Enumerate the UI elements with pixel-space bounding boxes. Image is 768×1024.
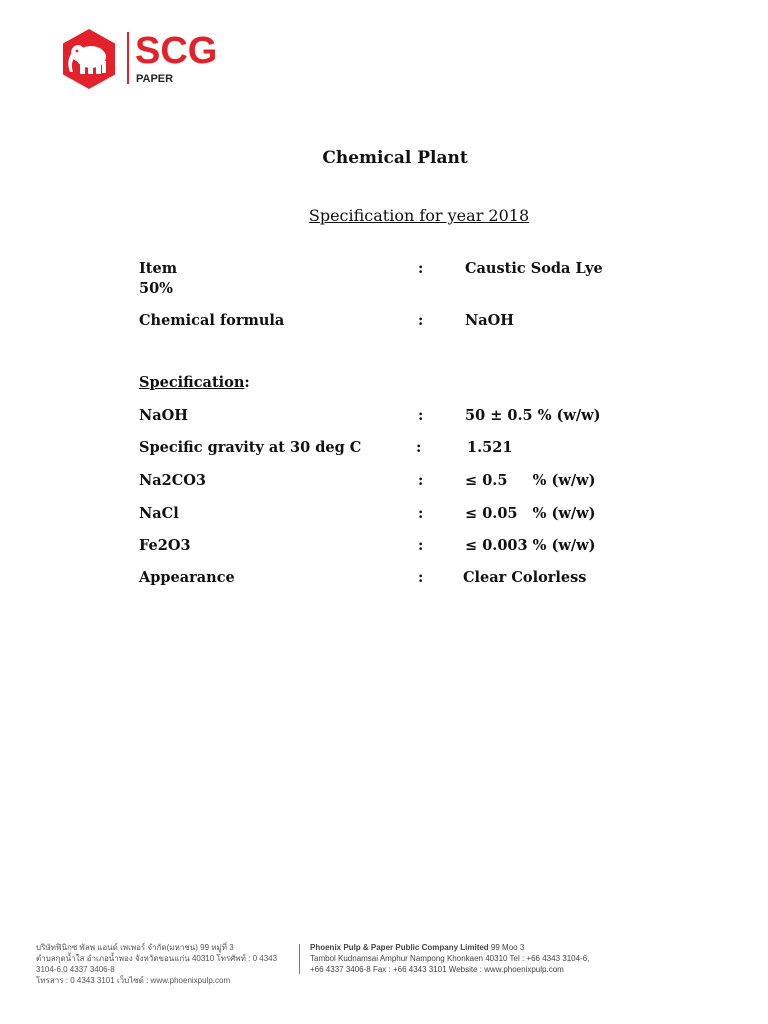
- spec-row: [139, 537, 639, 559]
- item-value-continuation: 50%: [139, 280, 173, 297]
- footer-thai-line: บริษัทฟินิกซ พัลพ แอนด์ เพเพอร์ จำกัด(มหาชน) 99 หมู่ที่ 3: [36, 943, 234, 952]
- formula-value: NaOH: [465, 312, 514, 329]
- spec-row: [139, 439, 639, 461]
- footer-divider: [299, 944, 300, 974]
- spec-row: [139, 505, 639, 527]
- specification-heading: Specification:: [139, 374, 250, 391]
- brand-name: SCG: [135, 30, 218, 72]
- footer-address-line: 99 Moo 3: [488, 943, 525, 952]
- formula-row: [139, 312, 639, 334]
- spec-label: NaOH: [139, 407, 188, 424]
- separator: :: [418, 312, 424, 329]
- spec-label: Specific gravity at 30 deg C: [139, 439, 362, 456]
- specification-heading-text: Specification: [139, 374, 245, 391]
- item-value: Caustic Soda Lye: [465, 260, 603, 277]
- spec-value: ≤ 0.003 % (w/w): [465, 537, 596, 554]
- separator: :: [418, 407, 424, 424]
- page-footer: [28, 942, 748, 985]
- spec-value: 1.521: [467, 439, 513, 456]
- footer-thai-line: ตำบลกุดน้ำใส อำเภอน้ำพอง จังหวัดขอนแก่น 40310 โทรศัพท์ : 0 4343 3104-6,0 4337 3406-8: [36, 954, 278, 974]
- separator: :: [418, 569, 424, 586]
- spec-label: Na2CO3: [139, 472, 206, 489]
- scg-elephant-logo-icon: [60, 28, 118, 90]
- separator: :: [418, 260, 424, 277]
- spec-row: [139, 407, 639, 429]
- spec-value: ≤ 0.5 % (w/w): [465, 472, 596, 489]
- separator: :: [418, 505, 424, 522]
- item-row: [139, 260, 639, 297]
- document-title: Chemical Plant: [322, 148, 468, 168]
- spec-value: 50 ± 0.5 % (w/w): [465, 407, 601, 424]
- document-subtitle: Specification for year 2018: [308, 206, 530, 225]
- separator: :: [416, 439, 422, 456]
- scg-paper-logo: [60, 28, 230, 90]
- separator: :: [418, 537, 424, 554]
- footer-company-name: Phoenix Pulp & Paper Public Company Limited: [310, 943, 489, 952]
- footer-thai-address: [36, 942, 298, 986]
- spec-label: NaCl: [139, 505, 179, 522]
- footer-address-line: Tambol Kudnamsai Amphur Nampong Khonkaen 40310 Tel : +66 4343 3104-6,: [310, 954, 590, 963]
- logo-divider: [127, 32, 129, 84]
- separator: :: [418, 472, 424, 489]
- footer-address-line: +66 4337 3406-8 Fax : +66 4343 3101 Website : www.phoenixpulp.com: [310, 965, 564, 974]
- spec-row: [139, 472, 639, 494]
- item-label: Item: [139, 260, 178, 277]
- spec-value: Clear Colorless: [463, 569, 587, 586]
- formula-label: Chemical formula: [139, 312, 285, 329]
- footer-english-address: [310, 942, 750, 975]
- spec-label: Fe2O3: [139, 537, 191, 554]
- footer-thai-line: โทรสาร : 0 4343 3101 เว็บไซต์ : www.phoenixpulp.com: [36, 976, 231, 985]
- brand-division: PAPER: [136, 73, 174, 85]
- spec-label: Appearance: [139, 569, 235, 586]
- spec-value: ≤ 0.05 % (w/w): [465, 505, 596, 522]
- spec-row: [139, 569, 639, 591]
